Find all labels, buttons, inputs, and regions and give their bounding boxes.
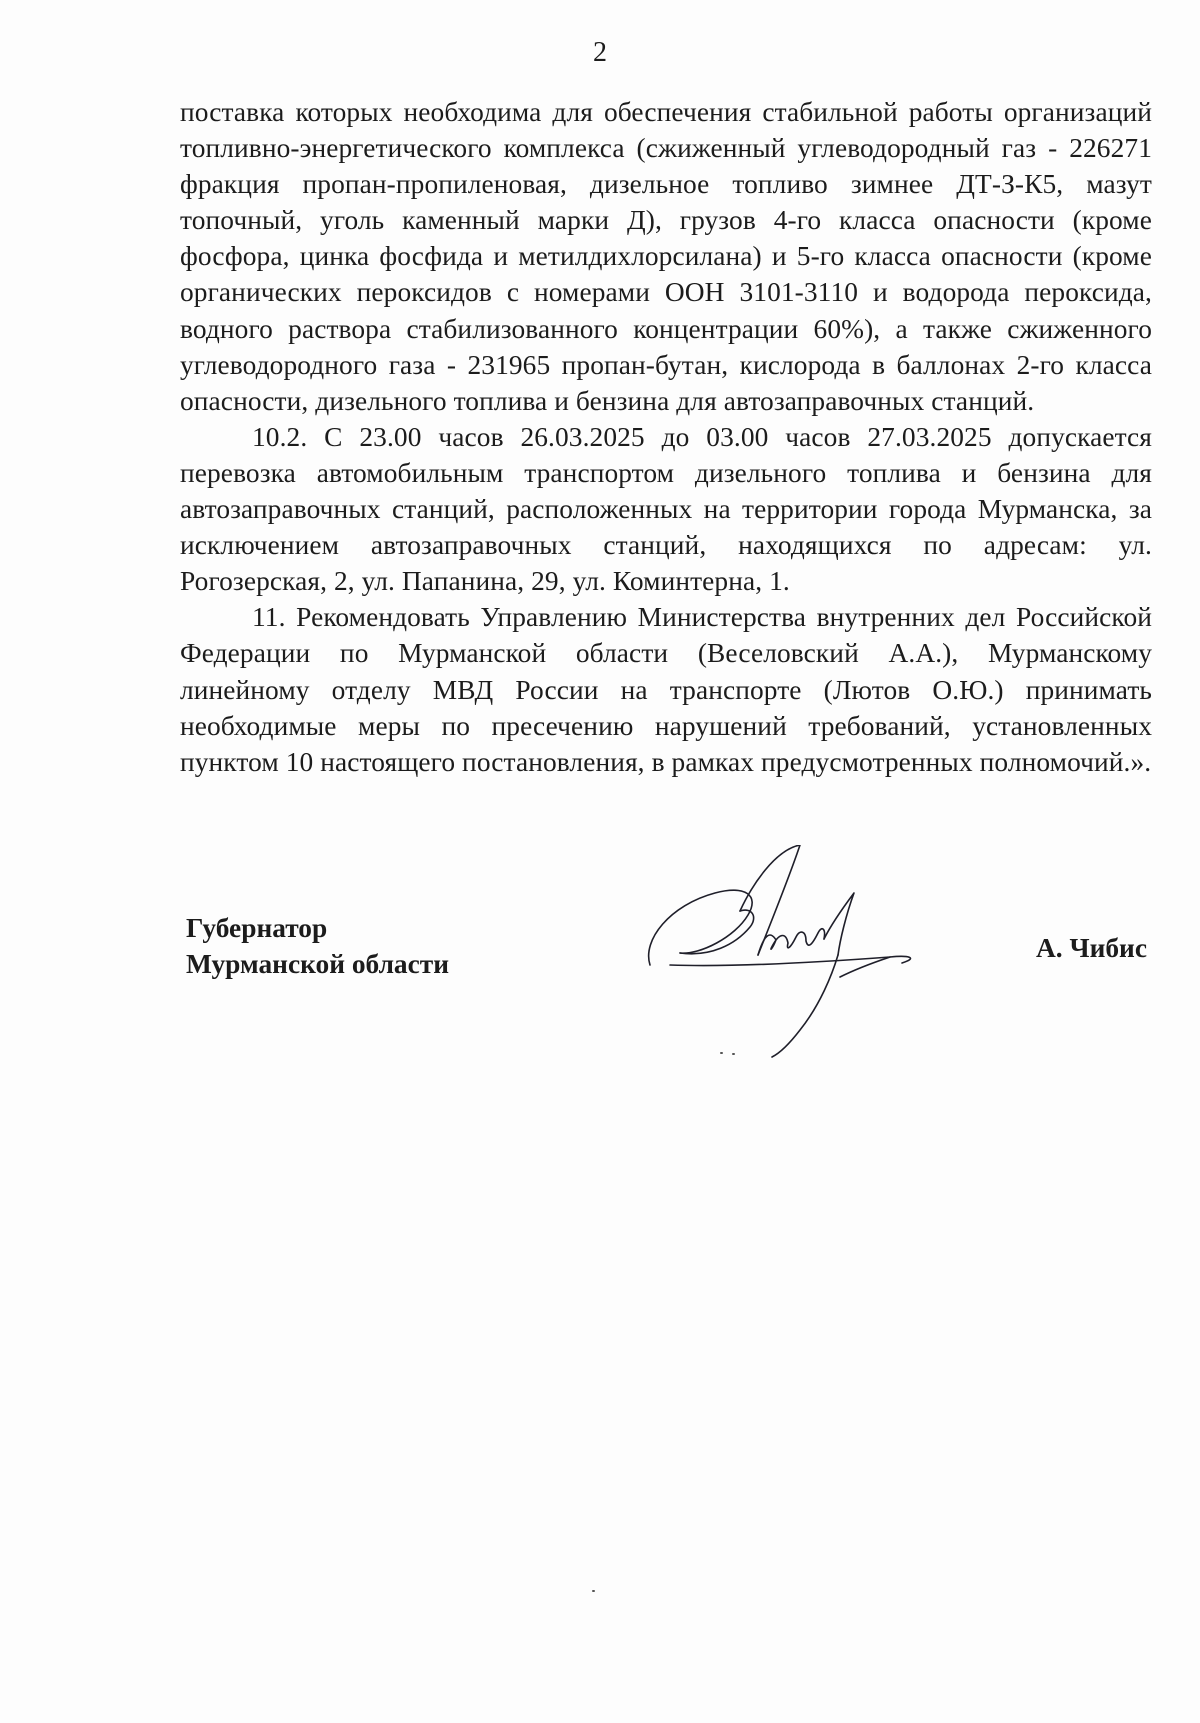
signatory-position-line1: Губернатор: [186, 913, 328, 943]
signatory-position-line2: Мурманской области: [186, 949, 450, 979]
paragraph-10-2: 10.2. С 23.00 часов 26.03.2025 до 03.00 часов 27.03.2025 допускается перевозка автомобильным транспортом дизельного топлива и бензина для автозаправочных станций, расположенных на территории города Мурманска, за исключением автозаправочных станций, находящихся по адресам: ул. Рогозерская, 2, ул. Папанина, 29, ул. Коминтерна, 1.: [180, 421, 1152, 597]
signatory-name: А. Чибис: [1036, 933, 1147, 963]
scan-speck: [732, 1053, 735, 1055]
paragraph-continuation: поставка которых необходима для обеспечения стабильной работы организаций топливно-энергетического комплекса (сжиженный углеводородный газ - 226271 фракция пропан-пропиленовая, дизельное топливо зимнее ДТ-З-К5, мазут топочный, уголь каменный марки Д), грузов 4-го класса опасности (кроме фосфора, цинка фосфида и метилдихлорсилана) и 5-го класса опасности (кроме органических пероксидов с номерами ООН 3101-3110 и водорода пероксида, водного раствора стабилизованного концентрации 60%), а также сжиженного углеводородного газа - 231965 пропан-бутан, кислорода в баллонах 2-го класса опасности, дизельного топлива и бензина для автозаправочных станций.: [180, 97, 1152, 416]
page-number: 2: [593, 37, 607, 68]
document-body: [180, 94, 1152, 780]
handwritten-signature: [640, 845, 940, 1060]
scan-speck: [720, 1052, 723, 1054]
paragraph-11: 11. Рекомендовать Управлению Министерства внутренних дел Российской Федерации по Мурманской области (Веселовский А.А.), Мурманскому линейному отделу МВД России на транспорте (Лютов О.Ю.) принимать необходимые меры по пресечению нарушений требований, установленных пунктом 10 настоящего постановления, в рамках предусмотренных полномочий.».: [180, 602, 1152, 777]
signatory-position: [186, 910, 449, 982]
scan-speck: [592, 1590, 595, 1592]
